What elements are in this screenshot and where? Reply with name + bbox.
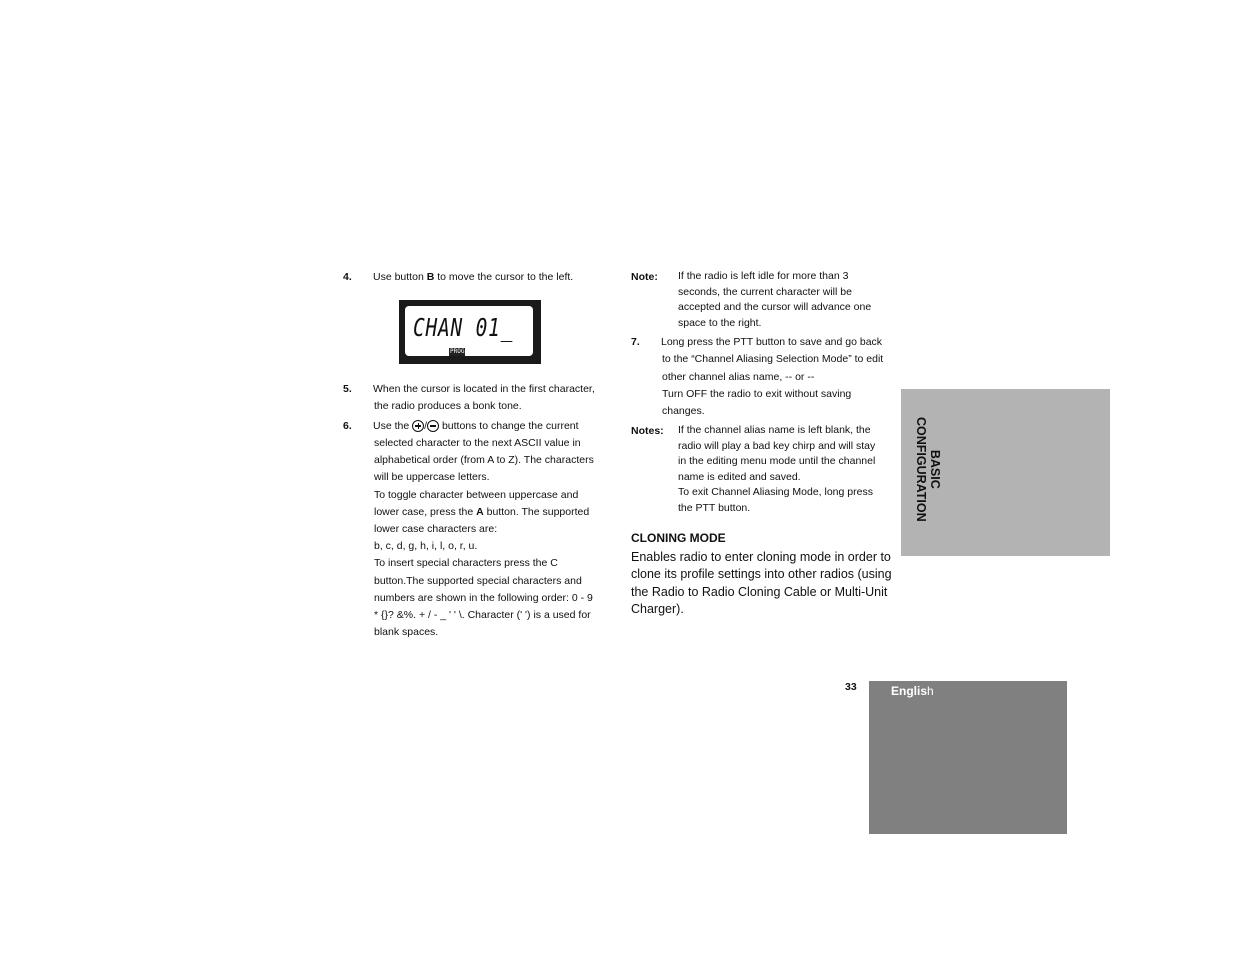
- step-6-line: * {}? &%. + / - _ ' ' \. Character (' ') is a used for: [374, 609, 591, 622]
- step-6-line: lower case characters are:: [374, 523, 498, 536]
- note-line: seconds, the current character will be: [678, 285, 852, 298]
- toggle-post: button. The supported: [483, 505, 590, 518]
- step-4-text-post: to move the cursor to the left.: [434, 271, 574, 283]
- step-5-number: 5.: [343, 383, 352, 395]
- notes-line: radio will play a bad key chirp and will stay: [678, 439, 876, 452]
- section-side-tab-label: [914, 417, 942, 522]
- step-6-first-line: [373, 418, 613, 435]
- side-tab-line-2: CONFIGURATION: [914, 417, 928, 522]
- step-5-text: [373, 381, 613, 415]
- note-label: Note:: [631, 271, 658, 283]
- language-box: [869, 681, 1067, 834]
- step-7-line: Turn OFF the radio to exit without saving: [662, 387, 852, 400]
- notes-body: [678, 423, 890, 517]
- step-6-line: [374, 504, 606, 521]
- button-a: A: [476, 505, 484, 518]
- plus-button-icon: [412, 420, 424, 432]
- step-7-line: Long press the PTT button to save and go back: [661, 336, 883, 348]
- step-6-line: To toggle character between uppercase and: [374, 488, 579, 501]
- lcd-screen: [405, 306, 533, 356]
- lcd-text: CHAN 01_: [413, 313, 514, 342]
- step-7-line: to the “Channel Aliasing Selection Mode” to edit: [662, 353, 884, 366]
- lcd-prog-badge: PROG: [450, 348, 465, 355]
- cloning-mode-heading: CLONING MODE: [631, 531, 726, 545]
- language-label: [891, 684, 934, 698]
- step-7-line: other channel alias name, -- or --: [662, 370, 815, 383]
- step-7-number: 7.: [631, 336, 640, 348]
- notes-label: Notes:: [631, 425, 664, 437]
- step-6-line: alphabetical order (from A to Z). The characters: [374, 454, 594, 467]
- cloning-line: clone its profile settings into other radios (using: [631, 567, 892, 582]
- step-6-line: b, c, d, g, h, i, l, o, r, u.: [374, 540, 478, 553]
- toggle-pre: lower case, press the: [374, 505, 477, 518]
- cloning-line: the Radio to Radio Cloning Cable or Multi-Unit: [631, 584, 888, 599]
- step-6-line: selected character to the next ASCII value in: [374, 437, 581, 449]
- step-4-text-pre: Use button: [373, 271, 427, 283]
- cloning-line: Enables radio to enter cloning mode in order to: [631, 550, 891, 564]
- step-6-line: will be uppercase letters.: [374, 471, 490, 484]
- step-4-button-b: B: [426, 271, 435, 283]
- step-6-pre: Use the: [373, 420, 413, 432]
- step-6-body: [374, 435, 606, 641]
- step-6-slash: /: [424, 420, 428, 432]
- note-body: [678, 269, 890, 331]
- step-5-line: When the cursor is located in the first character,: [373, 383, 595, 395]
- step-4-number: 4.: [343, 271, 352, 283]
- cloning-mode-body: [631, 549, 893, 618]
- language-label-bold: Englis: [891, 684, 928, 698]
- minus-button-icon: [427, 420, 439, 432]
- lcd-display: [399, 300, 541, 364]
- page-number: 33: [845, 681, 857, 693]
- step-4-text: [373, 269, 573, 286]
- notes-line: in the editing menu mode until the channel: [678, 455, 876, 468]
- note-line: If the radio is left idle for more than 3: [678, 270, 849, 282]
- notes-line: If the channel alias name is left blank, the: [678, 424, 871, 436]
- step-6-number: 6.: [343, 420, 352, 432]
- note-line: accepted and the cursor will advance one: [678, 301, 872, 314]
- side-tab-line-1: BASIC: [928, 449, 942, 489]
- step-6-line: blank spaces.: [374, 626, 439, 639]
- notes-line: the PTT button.: [678, 501, 751, 514]
- note-line: space to the right.: [678, 316, 762, 329]
- step-7-body: [661, 334, 901, 420]
- notes-line: name is edited and saved.: [678, 470, 801, 483]
- step-7-line: changes.: [662, 405, 705, 418]
- step-5-line: the radio produces a bonk tone.: [374, 400, 522, 412]
- language-label-tail: h: [927, 684, 934, 698]
- cloning-line: Charger).: [631, 601, 684, 616]
- step-6-line: numbers are shown in the following order: 0 - 9: [374, 591, 593, 604]
- step-6-post: buttons to change the current: [439, 420, 579, 432]
- step-6-line: button.The supported special characters and: [374, 574, 582, 587]
- notes-line: To exit Channel Aliasing Mode, long press: [678, 486, 873, 499]
- step-6-line: To insert special characters press the C: [374, 557, 558, 570]
